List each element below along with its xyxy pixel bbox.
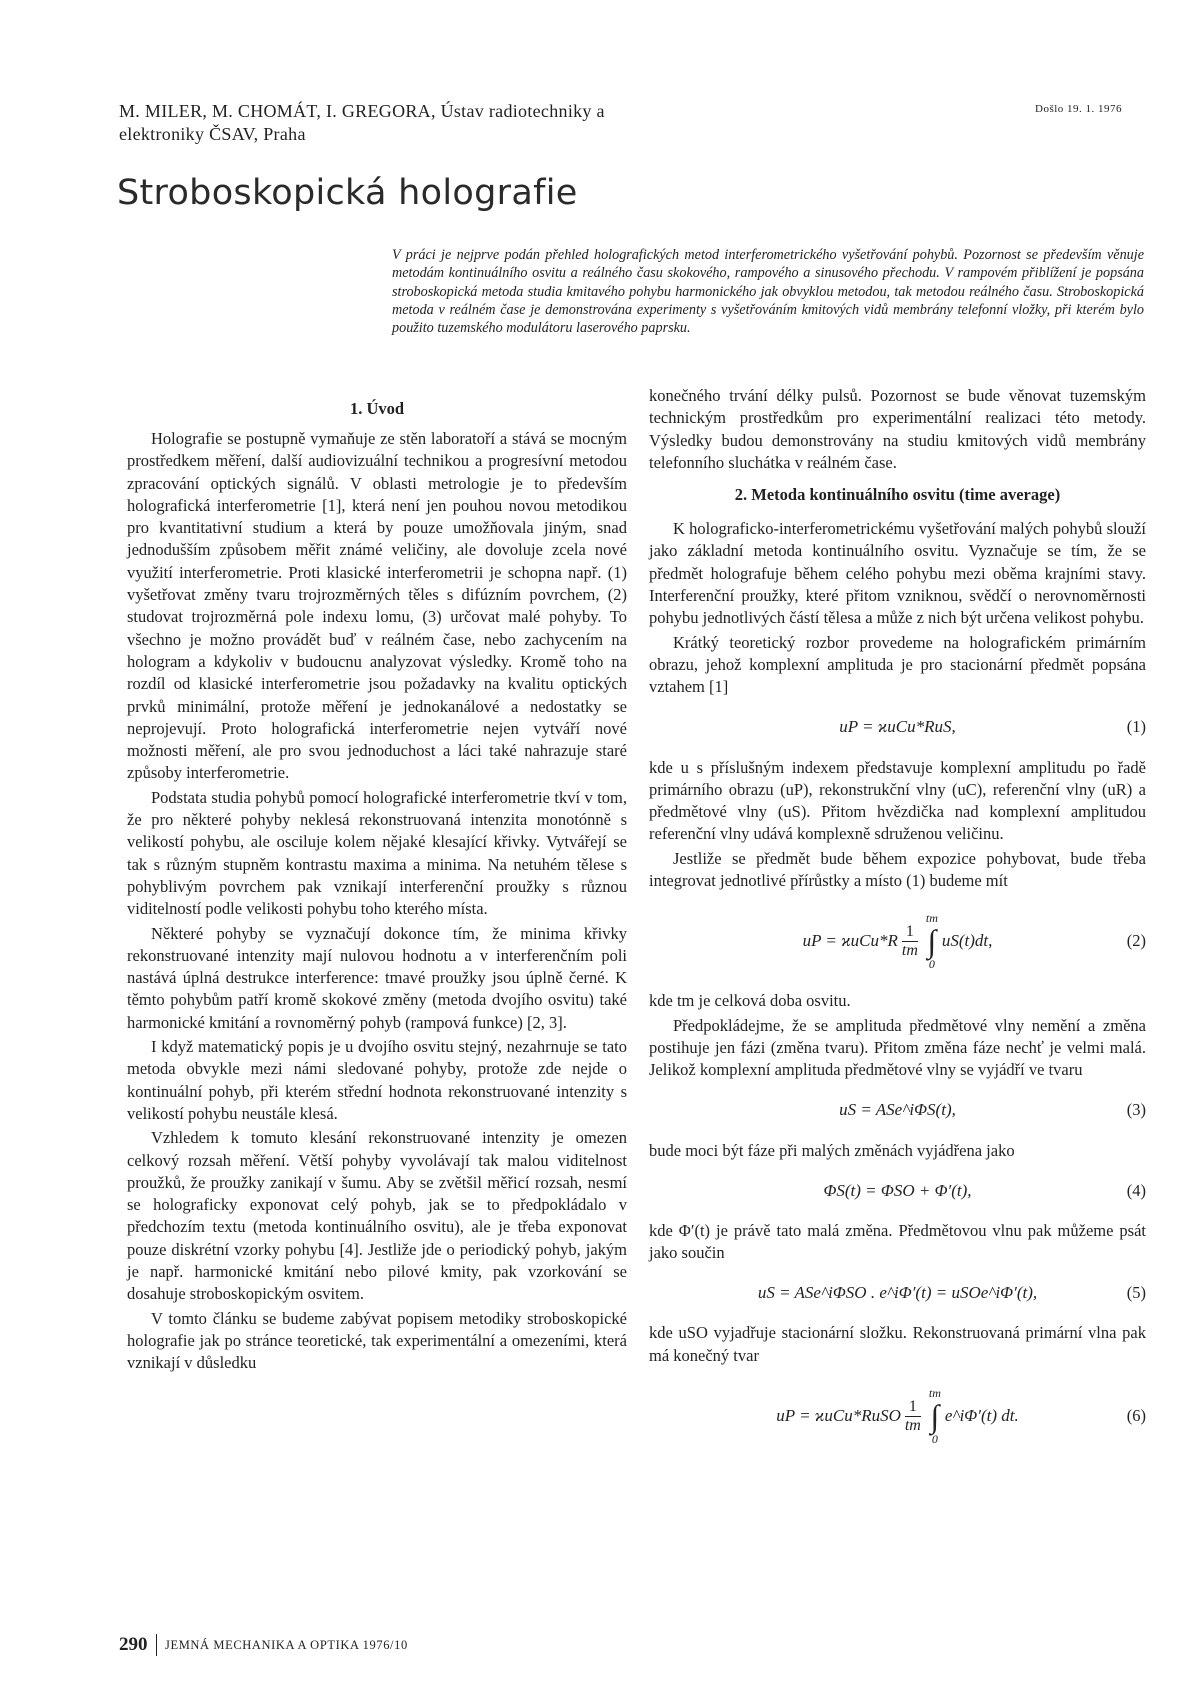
journal-name: JEMNÁ MECHANIKA A OPTIKA 1976/10: [165, 1637, 408, 1652]
paragraph: Jestliže se předmět bude během expozice pohybovat, bude třeba integrovat jednotlivé přírůstky a místo (1) budeme mít: [649, 848, 1146, 891]
fraction-denominator: tm: [904, 1416, 921, 1434]
integral-upper-limit: tm: [925, 911, 938, 926]
section-heading-intro: 1. Úvod: [349, 399, 405, 418]
equation-4: [649, 1172, 1146, 1210]
equation-expression: uS = ASe^iΦS(t),: [839, 1100, 956, 1120]
integral-upper-limit: tm: [928, 1386, 941, 1401]
page-footer: [119, 1634, 408, 1656]
fraction-denominator: tm: [901, 941, 918, 959]
fraction-numerator: 1: [902, 923, 918, 942]
integral-symbol: ∫: [927, 923, 937, 960]
fraction: [905, 1398, 921, 1435]
equation-number: (6): [1126, 1405, 1146, 1425]
author-line: M. MILER, M. CHOMÁT, I. GREGORA, Ústav radiotechniky a elektroniky ČSAV, Praha: [119, 101, 605, 144]
article-title: Stroboskopická holografie: [117, 173, 578, 213]
equation-number: (3): [1126, 1100, 1146, 1120]
equation-number: (1): [1126, 717, 1146, 737]
equation-1: [649, 709, 1146, 747]
equation-lhs: uP = ϰuCu*R: [802, 931, 898, 951]
paragraph: kde u s příslušným indexem představuje komplexní amplitudu po řadě primárního obrazu (uP), rekonstrukční vlny (uC), referenční vlny (uR) a předmětové vlny (uS). Přitom hvězdička nad komplexní amplitudou referenční vlny udává komplexně sdruženou veličinu.: [649, 757, 1146, 844]
paragraph: Krátký teoretický rozbor provedeme na holografickém primárním obrazu, jehož komplexní amplituda je pro stacionární předmět popsána vztahem [1]: [649, 632, 1146, 697]
paragraph: V tomto článku se budeme zabývat popisem metodiky stroboskopické holografie jak po stránce teoretické, tak experimentální a omezeními, která vznikají v důsledku: [127, 1308, 627, 1373]
footer-divider: [156, 1634, 158, 1656]
paragraph: kde uSO vyjadřuje stacionární složku. Rekonstruovaná primární vlna pak má konečný tvar: [649, 1323, 1146, 1365]
abstract: V práci je nejprve podán přehled holografických metod interferometrického vyšetřování pohybů. Pozornost se především věnuje metodám kontinuálního osvitu a reálného času skokového, rampového a sinusového přechodu. V rampovém přiblížení je popsána stroboskopická metoda studia kmitavého pohybu harmonického jak obvyklou metodou, tak metodou reálného času. Stroboskopická metoda v reálném čase je demonstrována experimenty s vyšetřováním kmitových vidů membrány telefonní vložky, při kterém bylo použito tuzemského modulátoru laserového paprsku.: [392, 247, 1144, 337]
section-heading-time-average: 2. Metoda kontinuálního osvitu (time average): [734, 485, 1061, 505]
equation-3: [649, 1092, 1146, 1130]
page-number: 290: [119, 1634, 148, 1655]
right-column: [649, 385, 1146, 1465]
integral-sign: [926, 912, 938, 970]
paragraph: kde Φ′(t) je právě tato malá změna. Předmětovou vlnu pak můžeme psát jako součin: [649, 1220, 1146, 1263]
equation-number: (4): [1126, 1180, 1146, 1200]
integrand: uS(t)dt,: [941, 931, 993, 951]
equation-lhs: uP = ϰuCu*RuSO: [776, 1405, 901, 1425]
fraction: [902, 923, 918, 960]
integrand: e^iΦ′(t) dt.: [944, 1405, 1019, 1425]
fraction-numerator: 1: [905, 1398, 921, 1417]
received-date: Došlo 19. 1. 1976: [1035, 103, 1123, 115]
equation-2: [649, 902, 1146, 980]
equation-expression: ΦS(t) = ΦSO + Φ′(t),: [823, 1180, 972, 1200]
equation-6: [649, 1377, 1146, 1455]
paragraph: kde tm je celková doba osvitu.: [649, 991, 851, 1011]
integral-symbol: ∫: [930, 1398, 940, 1435]
left-column: [127, 398, 627, 1374]
paragraph: Podstata studia pohybů pomocí holografické interferometrie tkví v tom, že pro některé pohyby neklesá rekonstruovaná intenzita monotónně s velikostí pohybu, ale osciluje kolem nějaké klesající křivky. Vytvářejí se tak s různým stupněm kontrastu maxima a minima. Na netuhém tělese s pohyblivým povrchem pak vznikají interferenční proužky s různou viditelností podle velikosti pohybu toho kterého místa.: [127, 787, 627, 919]
paragraph: Vzhledem k tomuto klesání rekonstruované intenzity je omezen celkový rozsah měření. Větší pohyby vyvolávají tak malou viditelnost proužků, že proužky zanikají v šumu. Aby se zvětšil měřicí rozsah, nesmí se holograficky exponovat celý pohyb, jak se to předpokládalo v předchozím textu (metoda kontinuálního osvitu), ale je třeba exponovat pouze diskrétní vzorky pohybu [4]. Jestliže jde o periodický pohyb, jakým je např. harmonické kmitání nebo pilové kmity, pak vzorkování se dosahuje stroboskopickým osvitem.: [127, 1128, 627, 1304]
paragraph: konečného trvání délky pulsů. Pozornost se bude věnovat tuzemským technickým prostředkům pro experimentální realizaci této metody. Výsledky budou demonstrovány na studiu kmitových vidů membrány telefonního sluchátka v reálném čase.: [649, 386, 1146, 472]
paragraph: Předpokládejme, že se amplituda předmětové vlny nemění a změna postihuje jen fázi (změna tvaru). Přitom změna fáze nechť je velmi malá. Jelikož komplexní amplituda předmětové vlny se vyjádří ve tvaru: [649, 1015, 1146, 1080]
integral-lower-limit: 0: [931, 1432, 938, 1447]
equation-number: (5): [1126, 1283, 1146, 1303]
paragraph: I když matematický popis je u dvojího osvitu stejný, nezahrnuje se tato metoda obvykle mezi námi sledované pohyby, protože zde nejde o kontinuální pohyb, při kterém střední hodnota rekonstruované intenzity s velikostí pohybu neustále klesá.: [127, 1037, 627, 1123]
equation-number: (2): [1126, 931, 1146, 951]
paragraph: K holograficko-interferometrickému vyšetřování malých pohybů slouží jako základní metoda kontinuálního osvitu. Vyznačuje se tím, že se předmět holografuje během celého pohybu mezi oběma krajními stavy. Interferenční proužky, které přitom vzniknou, svědčí o nerovnoměrnosti pohybu jednotlivých částí tělesa a může z nich být určena velikost pohybu.: [649, 519, 1146, 628]
paragraph: Holografie se postupně vymaňuje ze stěn laboratoří a stává se mocným prostředkem měření, další audiovizuální technikou a progresívní metodou zpracování optických signálů. V oblasti metrologie je to především holografická interferometrie [1], která není jen pouhou novou metodikou pro kvantitativní studium a která by pouze umožňovala jiným, snad jednodušším způsobem měřit známé veličiny, ale dovoluje zcela nové využití interferometrie. Proti klasické interferometrii je schopna např. (1) vyšetřovat změny tvaru trojrozměrných těles s difúzním povrchem, (2) studovat trojrozměrná pole indexu lomu, (3) určovat malé pohyby. To všechno je možno provádět buď v reálném čase, nebo zachycením na hologram a kdykoliv v budoucnu analyzovat výsledky. Kromě toho na rozdíl od klasické interferometrie jsou požadavky na kvalitu optických prvků minimální, protože měření je jednokanálové a nedostatky se neprojevují. Proto holografická interferometrie nejen vytváří nové možnosti měření, ale pro svou jednoduchost a láci také nahrazuje staré způsoby interferometrie.: [127, 429, 627, 783]
paragraph: Některé pohyby se vyznačují dokonce tím, že minima křivky rekonstruované intenzity mají nulovou hodnotu a v interferenčním poli nastává úplná destrukce interference: tmavé proužky jsou úplně černé. K těmto pohybům patří kromě skokové změny (metoda dvojího osvitu) také harmonické kmitání a rovnoměrný pohyb (rampová funkce) [2, 3].: [127, 923, 627, 1032]
equation-5: [649, 1274, 1146, 1312]
integral-lower-limit: 0: [928, 957, 935, 972]
paragraph: bude moci být fáze při malých změnách vyjádřena jako: [649, 1140, 1015, 1160]
equation-expression: uS = ASe^iΦSO . e^iΦ′(t) = uSOe^iΦ′(t),: [757, 1283, 1038, 1303]
integral-sign: [929, 1387, 941, 1445]
equation-expression: uP = ϰuCu*RuS,: [839, 717, 956, 737]
